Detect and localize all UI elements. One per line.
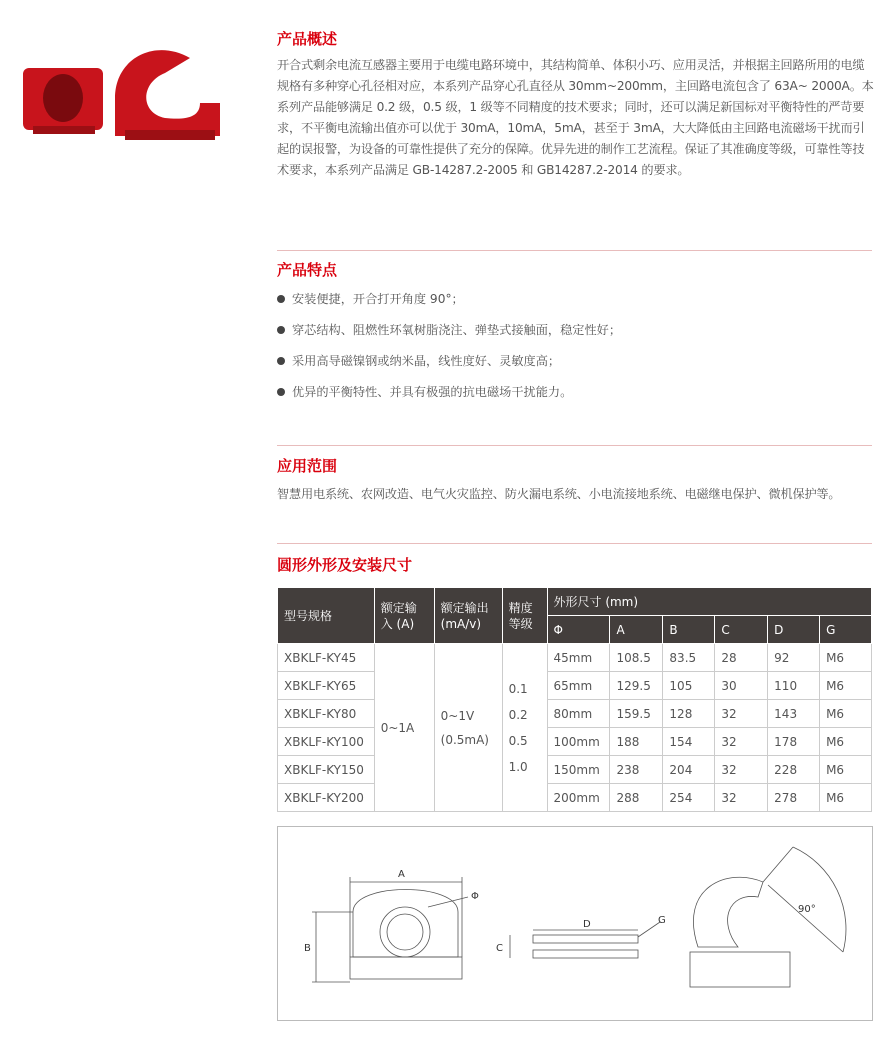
table-cell: XBKLF-KY150 [278,756,375,784]
header-col: D [768,616,820,644]
label-c: C [496,943,503,954]
table-cell: 105 [663,672,715,700]
feature-text: 优异的平衡特性、并具有极强的抗电磁场干扰能力。 [292,385,573,399]
feature-item [277,321,621,338]
table-cell: 200mm [547,784,610,812]
table-cell: 0~1A [374,644,434,812]
table-cell: 204 [663,756,715,784]
table-cell [502,644,547,812]
header-accuracy: 精度等级 [502,588,547,644]
overview-title: 产品概述 [277,30,338,48]
dimensions-table [277,587,872,812]
header-col: Φ [547,616,610,644]
table-cell: 178 [768,728,820,756]
table-cell: 288 [610,784,663,812]
table-cell: M6 [820,644,872,672]
table-row [278,644,872,672]
divider [277,445,872,446]
table-cell: M6 [820,728,872,756]
table-row [278,784,872,812]
table-cell: M6 [820,756,872,784]
table-cell: M6 [820,700,872,728]
label-a: A [398,869,405,880]
table-cell: 65mm [547,672,610,700]
accuracy-value: 0.2 [508,707,528,722]
table-cell: 254 [663,784,715,812]
features-title: 产品特点 [277,261,338,279]
table-cell: XBKLF-KY80 [278,700,375,728]
table-cell: 100mm [547,728,610,756]
header-col: A [610,616,663,644]
table-row [278,700,872,728]
bullet-icon [277,357,285,365]
dimension-diagram [277,826,873,1021]
overview-text: 开合式剩余电流互感器主要用于电缆电路环境中，其结构简单、体积小巧、应用灵活，并根据主回路所用的电缆规格有多种穿心孔径相对应，本系列产品穿心孔直径从 30mm~200mm，主回路电流包含了 63A~ 2000A。本系列产品能够满足 0.2 级，0.5 级，1 级等不同精度的技术要求；同时，还可以满足新国标对平衡特性的严苛要求，不平衡电流输出值亦可以优于 30mA，10mA，5mA，甚至于 3mA，大大降低由主回路电流磁场干扰而引起的误报警，为设备的可靠性提供了充分的保障。优异先进的制作工艺流程。保证了其准确度等级，可靠性等技术要求，本系列产品满足 GB-14287.2-2005 和 GB14287.2-2014 的要求。 [277,58,874,177]
bullet-icon [277,295,285,303]
accuracy-value: 0.5 [508,733,528,748]
table-cell: XBKLF-KY200 [278,784,375,812]
table-cell: M6 [820,672,872,700]
table-cell: XBKLF-KY65 [278,672,375,700]
table-cell: 30 [715,672,768,700]
output-value: 0~1V [440,708,475,723]
label-angle: 90° [798,904,816,915]
table-cell: 143 [768,700,820,728]
table-cell: 32 [715,756,768,784]
label-g: G [658,915,666,926]
table-cell: 154 [663,728,715,756]
bullet-icon [277,326,285,334]
header-output: 额定输出 (mA/v) [434,588,502,644]
label-b: B [304,943,311,954]
table-cell [434,644,502,812]
table-cell: 150mm [547,756,610,784]
table-cell: 45mm [547,644,610,672]
accuracy-value: 1.0 [508,759,528,774]
divider [277,250,872,251]
table-cell: XBKLF-KY100 [278,728,375,756]
header-input: 额定输入 (A) [374,588,434,644]
table-cell: 159.5 [610,700,663,728]
table-cell: 32 [715,784,768,812]
header-size: 外形尺寸 (mm) [547,588,872,616]
accuracy-value: 0.1 [508,681,528,696]
feature-text: 穿芯结构、阻燃性环氧树脂浇注、弹垫式接触面，稳定性好； [292,323,622,337]
table-cell: 32 [715,728,768,756]
table-cell: 80mm [547,700,610,728]
table-cell: 238 [610,756,663,784]
open-transformer [115,50,220,140]
label-d: D [583,919,591,930]
product-photo [15,28,240,148]
table-cell: 278 [768,784,820,812]
small-transformer [23,68,103,134]
table-cell: M6 [820,784,872,812]
table-cell: 129.5 [610,672,663,700]
table-cell: 110 [768,672,820,700]
table-cell: 92 [768,644,820,672]
application-text: 智慧用电系统、农网改造、电气火灾监控、防火漏电系统、小电流接地系统、电磁继电保护、微机保护等。 [277,487,841,501]
label-phi: Φ [471,891,479,902]
table-cell: 108.5 [610,644,663,672]
feature-item [277,383,572,400]
table-cell: 32 [715,700,768,728]
table-cell: 188 [610,728,663,756]
side-view [496,915,666,958]
feature-text: 安装便捷，开合打开角度 90°； [292,292,464,306]
table-row [278,672,872,700]
dimensions-title: 圆形外形及安装尺寸 [277,556,413,574]
header-col: G [820,616,872,644]
table-cell: 128 [663,700,715,728]
table-cell: 83.5 [663,644,715,672]
table-cell: XBKLF-KY45 [278,644,375,672]
feature-text: 采用高导磁镍钢或纳米晶，线性度好、灵敏度高； [292,354,561,368]
open-view [690,847,846,987]
front-view [304,869,479,982]
header-col: C [715,616,768,644]
feature-item [277,352,560,369]
divider [277,543,872,544]
application-title: 应用范围 [277,457,338,475]
header-model: 型号规格 [278,588,375,644]
table-cell: 28 [715,644,768,672]
table-row [278,728,872,756]
header-col: B [663,616,715,644]
bullet-icon [277,388,285,396]
table-cell: 228 [768,756,820,784]
feature-item [277,290,464,307]
output-value: (0.5mA) [440,732,489,747]
table-row [278,756,872,784]
